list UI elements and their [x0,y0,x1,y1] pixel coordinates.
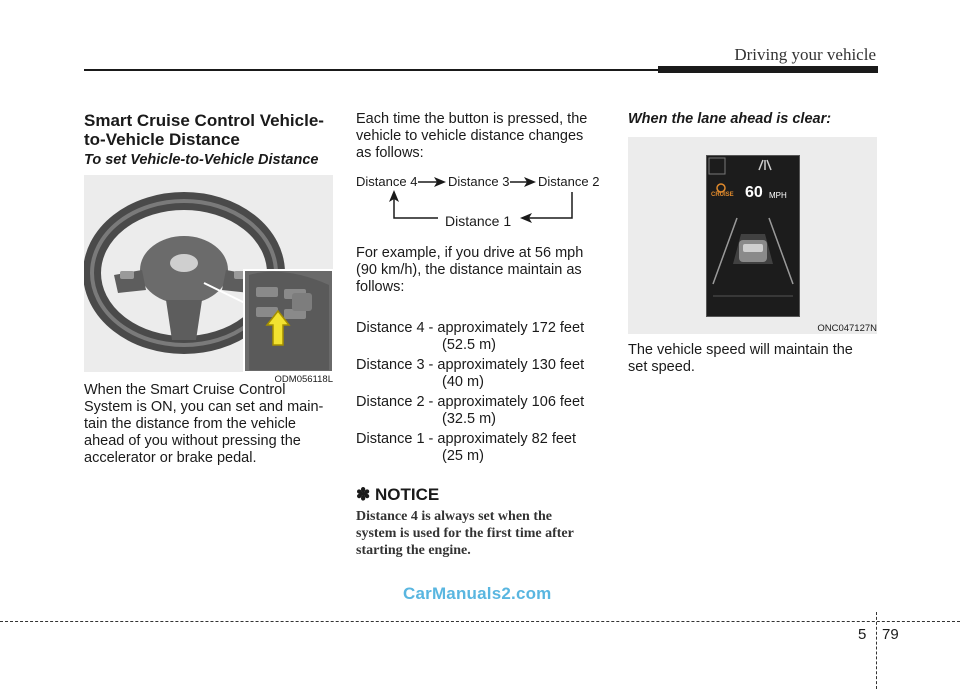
example-paragraph [356,245,608,296]
distance-main: Distance 4 - approximately 172 feet [356,320,585,336]
distance-1-label: Distance 1 [445,213,512,229]
speed-unit: MPH [769,191,787,200]
text-line: tain the distance from the vehicle [84,416,296,432]
text-line: follows: [356,279,405,295]
section-heading [84,111,344,149]
header-rule [84,69,660,71]
text-line: The vehicle speed will maintain the [628,342,853,358]
footer-vertical-divider [876,612,877,689]
distance-main: Distance 3 - approximately 130 feet [356,357,585,373]
set-speed-value: 60 [745,184,763,201]
heading-line-1: Smart Cruise Control Vehicle- [84,111,324,130]
list-item [356,394,608,428]
cluster-graphics [707,156,799,316]
watermark-link[interactable]: CarManuals2.com [403,584,552,603]
left-paragraph [84,382,336,467]
chapter-number: 5 [858,626,867,643]
distance-cycle-diagram [356,172,608,234]
distance-metric: (40 m) [442,374,484,390]
text-line: system is used for the first time after [356,526,574,541]
text-line: accelerator or brake pedal. [84,450,257,466]
image-code: ONC047127N [817,323,877,334]
text-line: Each time the button is pressed, the [356,111,588,127]
text-line: starting the engine. [356,543,471,558]
section-title: Driving your vehicle [734,45,876,64]
steering-wheel-illustration [84,175,333,372]
list-item [356,357,608,391]
image-code: ODM056118L [274,374,333,385]
list-item [356,431,608,465]
distance-main: Distance 1 - approximately 82 feet [356,431,577,447]
text-line: System is ON, you can set and main- [84,399,324,415]
text-line: ahead of you without pressing the [84,433,301,449]
text-line: as follows: [356,145,424,161]
steering-wheel-image [84,175,333,372]
cruise-indicator: CRUISE [711,192,734,198]
distance-3-label: Distance 3 [448,174,510,189]
notice-title: ✽ NOTICE [356,485,440,504]
subheading: To set Vehicle-to-Vehicle Distance [84,152,319,168]
notice-body [356,508,606,559]
text-line: (90 km/h), the distance maintain as [356,262,582,278]
right-paragraph [628,342,880,376]
text-line: vehicle to vehicle distance changes [356,128,584,144]
header-rule-thick [658,66,878,73]
heading-line-2: to-Vehicle Distance [84,130,240,149]
text-line: For example, if you drive at 56 mph [356,245,584,261]
distance-metric: (25 m) [442,448,484,464]
cluster-display-image [628,137,877,334]
text-line: Distance 4 is always set when the [356,509,552,524]
intro-paragraph [356,111,608,162]
footer-divider [0,621,960,622]
text-line: When the Smart Cruise Control [84,382,286,398]
distance-metric: (52.5 m) [442,337,496,353]
distance-metric: (32.5 m) [442,411,496,427]
page-number: 79 [882,626,899,643]
distance-list [356,320,608,468]
right-subheading: When the lane ahead is clear: [628,111,832,127]
distance-2-label: Distance 2 [538,174,600,189]
cluster-display [706,155,800,317]
distance-main: Distance 2 - approximately 106 feet [356,394,585,410]
text-line: set speed. [628,359,695,375]
distance-4-label: Distance 4 [356,174,418,189]
list-item [356,320,608,354]
